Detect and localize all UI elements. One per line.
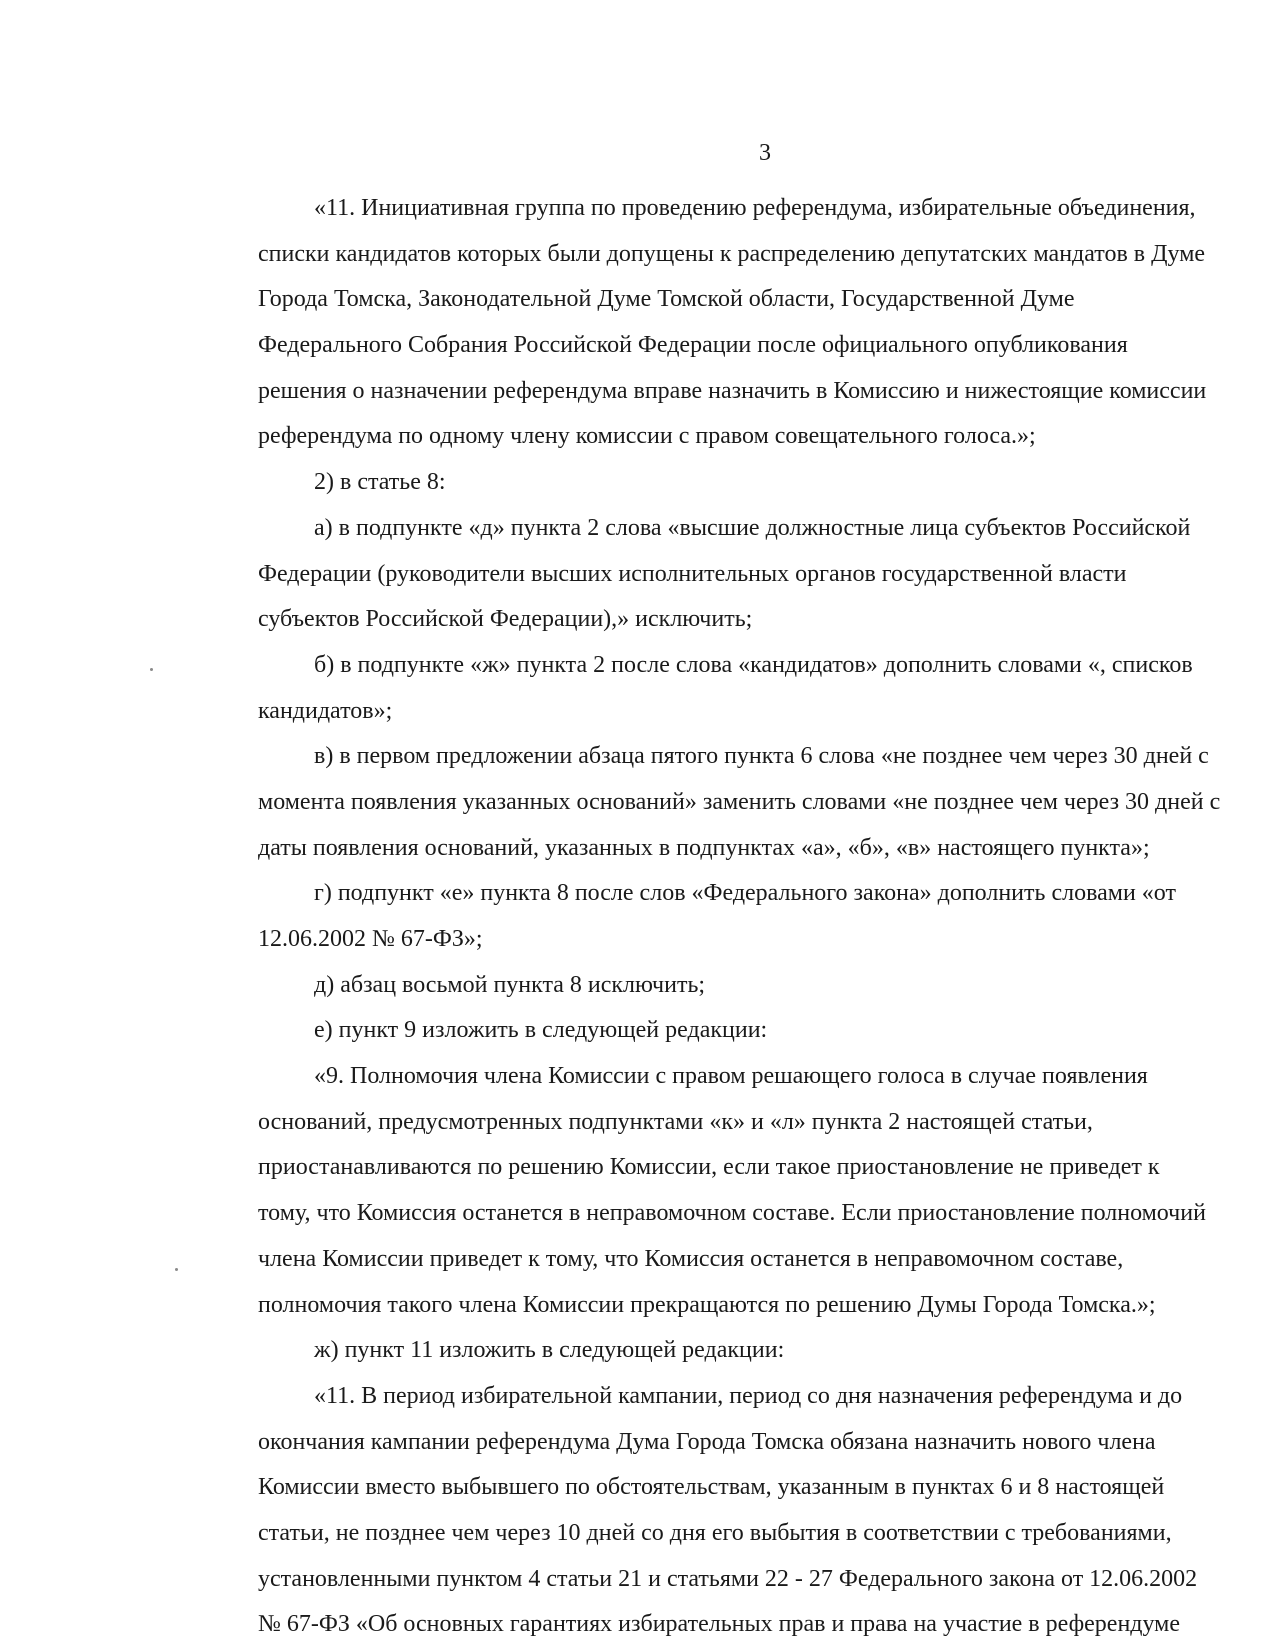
text-line: «11. В период избирательной кампании, период со дня назначения референдума и до bbox=[314, 1382, 1183, 1409]
text-line: референдума по одному члену комиссии с правом совещательного голоса.»; bbox=[258, 423, 1036, 450]
text-line: субъектов Российской Федерации),» исключить; bbox=[258, 606, 753, 633]
page-number: 3 bbox=[759, 140, 771, 166]
text-line: 12.06.2002 № 67-ФЗ»; bbox=[258, 926, 483, 952]
text-line: № 67-ФЗ «Об основных гарантиях избирательных прав и права на участие в референдуме bbox=[258, 1611, 1181, 1638]
text-line: оснований, предусмотренных подпунктами «к» и «л» пункта 2 настоящей статьи, bbox=[258, 1108, 1093, 1135]
text-line: б) в подпункте «ж» пункта 2 после слова «кандидатов» дополнить словами «, списков bbox=[314, 651, 1193, 678]
text-line: е) пункт 9 изложить в следующей редакции: bbox=[314, 1017, 768, 1044]
text-line: приостанавливаются по решению Комиссии, если такое приостановление не приведет к bbox=[258, 1154, 1160, 1181]
text-line: г) подпункт «е» пункта 8 после слов «Федерального закона» дополнить словами «от bbox=[314, 880, 1176, 907]
text-line: решения о назначении референдума вправе назначить в Комиссию и нижестоящие комиссии bbox=[258, 377, 1207, 404]
text-line: списки кандидатов которых были допущены к распределению депутатских мандатов в Думе bbox=[258, 240, 1206, 267]
text-line: Города Томска, Законодательной Думе Томской области, Государственной Думе bbox=[258, 286, 1075, 313]
text-line: члена Комиссии приведет к тому, что Комиссия останется в неправомочном составе, bbox=[258, 1245, 1124, 1272]
text-line: момента появления указанных оснований» заменить словами «не позднее чем через 30 дней с bbox=[258, 788, 1221, 815]
text-line: полномочия такого члена Комиссии прекращаются по решению Думы Города Томска.»; bbox=[258, 1291, 1156, 1318]
text-line: Федерации (руководители высших исполнительных органов государственной власти bbox=[258, 560, 1127, 587]
document-body bbox=[258, 186, 1275, 1648]
text-line: кандидатов»; bbox=[258, 697, 393, 724]
text-line: окончания кампании референдума Дума Города Томска обязана назначить нового члена bbox=[258, 1428, 1156, 1455]
text-line: ж) пункт 11 изложить в следующей редакции: bbox=[314, 1337, 785, 1364]
text-line: «9. Полномочия члена Комиссии с правом решающего голоса в случае появления bbox=[314, 1063, 1148, 1090]
text-line: Комиссии вместо выбывшего по обстоятельствам, указанным в пунктах 6 и 8 настоящей bbox=[258, 1474, 1165, 1501]
text-line: в) в первом предложении абзаца пятого пункта 6 слова «не позднее чем через 30 дней с bbox=[314, 743, 1209, 770]
text-line: 2) в статье 8: bbox=[314, 469, 446, 496]
scan-speck bbox=[175, 1268, 178, 1271]
text-line: «11. Инициативная группа по проведению референдума, избирательные объединения, bbox=[314, 195, 1196, 221]
text-line: тому, что Комиссия останется в неправомочном составе. Если приостановление полномочий bbox=[258, 1200, 1206, 1227]
text-line: Федерального Собрания Российской Федерации после официального опубликования bbox=[258, 332, 1128, 359]
scan-speck bbox=[150, 668, 153, 671]
text-line: а) в подпункте «д» пункта 2 слова «высшие должностные лица субъектов Российской bbox=[314, 514, 1191, 541]
text-line: установленными пунктом 4 статьи 21 и статьями 22 - 27 Федерального закона от 12.06.2002 bbox=[258, 1565, 1198, 1592]
text-line: д) абзац восьмой пункта 8 исключить; bbox=[314, 971, 706, 998]
text-line: статьи, не позднее чем через 10 дней со дня его выбытия в соответствии с требованиями, bbox=[258, 1519, 1172, 1546]
text-line: даты появления оснований, указанных в подпунктах «а», «б», «в» настоящего пункта»; bbox=[258, 834, 1150, 861]
